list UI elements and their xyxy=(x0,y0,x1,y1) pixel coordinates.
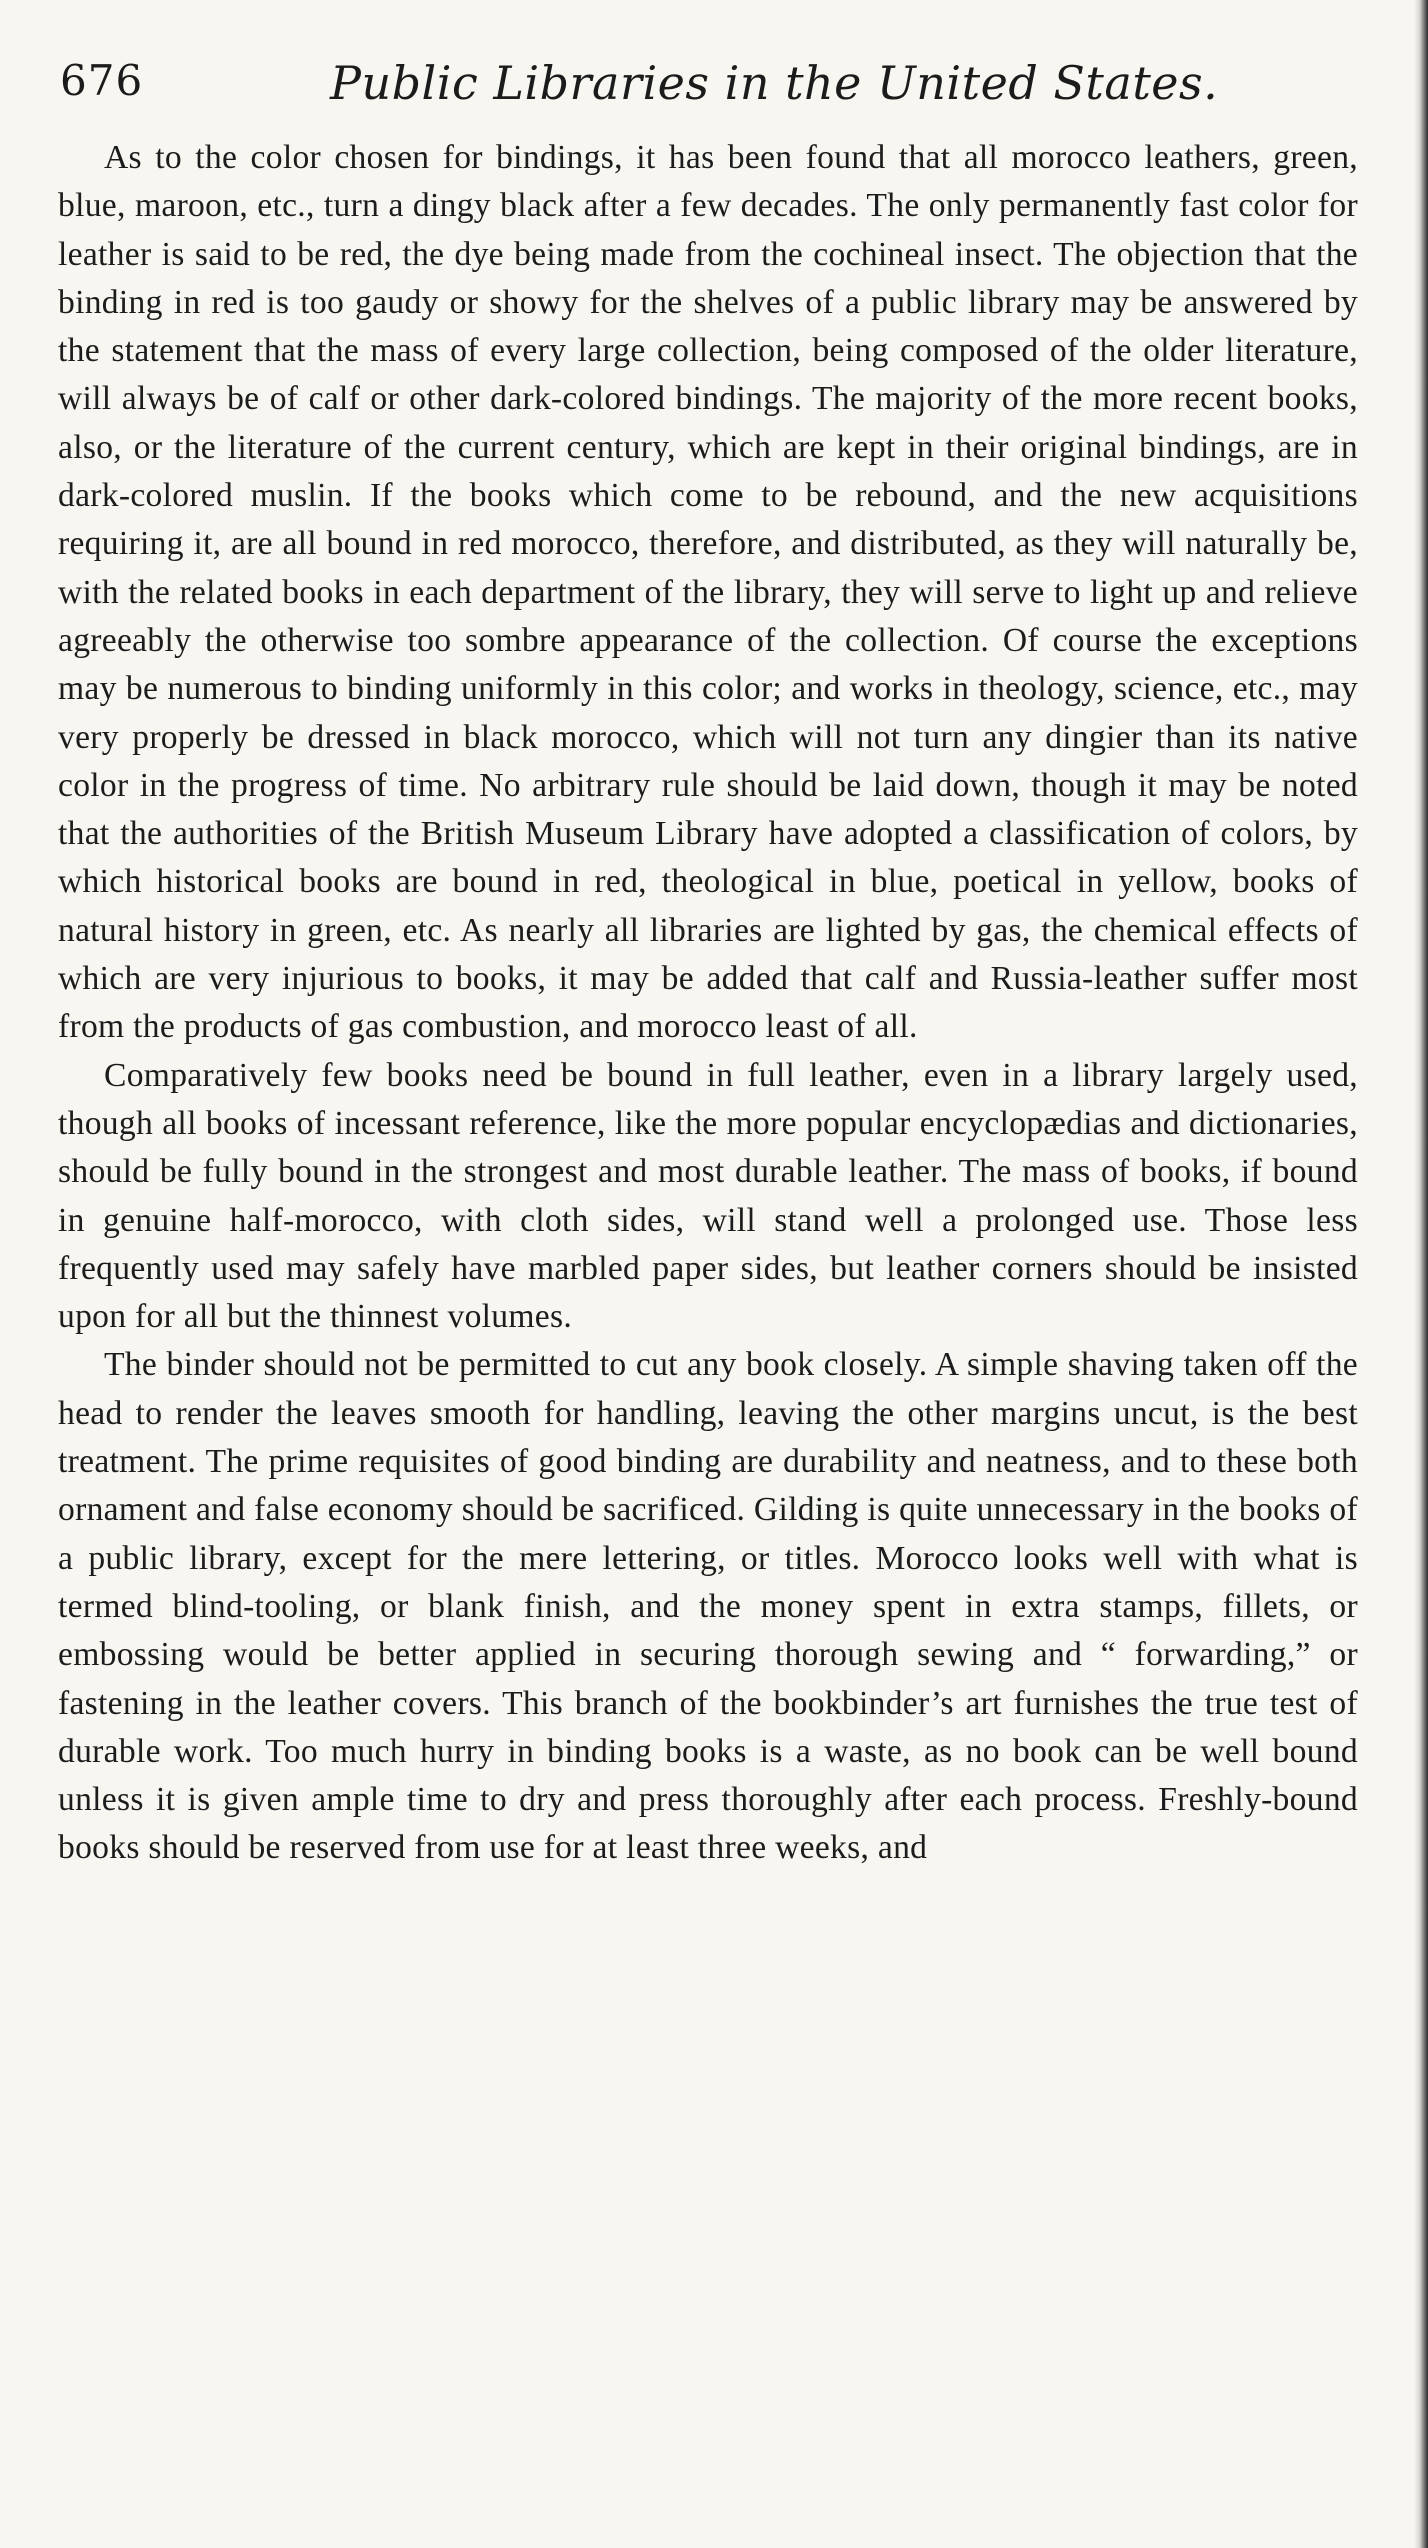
body-text xyxy=(58,134,1358,1873)
paragraph-binding-colors: As to the color chosen for bindings, it has been found that all morocco leathers, green, blue, maroon, etc., turn a dingy black after a few decades. The only permanently fast color for leather is said to be red, the dye being made from the cochineal insect. The objection that the binding in red is too gaudy or showy for the shelves of a public library may be answered by the statement that the mass of every large collection, being composed of the older literature, will always be of calf or other dark-colored bindings. The majority of the more recent books, also, or the literature of the current century, which are kept in their original bindings, are in dark-colored muslin. If the books which come to be rebound, and the new acquisitions requiring it, are all bound in red morocco, therefore, and distributed, as they will naturally be, with the related books in each department of the library, they will serve to light up and relieve agreeably the otherwise too sombre appearance of the collection. Of course the exceptions may be numerous to binding uniformly in this color; and works in theology, science, etc., may very properly be dressed in black morocco, which will not turn any dingier than its native color in the progress of time. No arbitrary rule should be laid down, though it may be noted that the authorities of the British Museum Library have adopted a classification of colors, by which historical books are bound in red, theological in blue, poetical in yellow, books of natural history in green, etc. As nearly all libraries are lighted by gas, the chemical effects of which are very injurious to books, it may be added that calf and Russia-leather suffer most from the products of gas combustion, and morocco least of all. xyxy=(58,139,1358,1046)
paragraph-full-leather: Comparatively few books need be bound in full leather, even in a library largely used, though all books of incessant reference, like the more popular encyclopædias and dictionaries, should be fully bound in the strongest and most durable leather. The mass of books, if bound in genuine half-morocco, with cloth sides, will stand well a prolonged use. Those less frequently used may safely have marbled paper sides, but leather corners should be insisted upon for all but the thinnest volumes. xyxy=(58,1056,1358,1336)
page-number: 676 xyxy=(60,56,144,105)
page-edge-shadow xyxy=(1414,0,1428,2548)
running-title: Public Libraries in the United States. xyxy=(330,56,1219,110)
paragraph-binder-cutting: The binder should not be permitted to cut any book closely. A simple shaving taken off the head to render the leaves smooth for handling, leaving the other margins uncut, is the best treatment. The prime requisites of good binding are durability and neatness, and to these both ornament and false economy should be sacrificed. Gilding is quite unnecessary in the books of a public library, except for the mere lettering, or titles. Morocco looks well with what is termed blind-tooling, or blank finish, and the money spent in extra stamps, fillets, or embossing would be better applied in securing thorough sewing and “ forwarding,” or fastening in the leather covers. This branch of the bookbinder’s art furnishes the true test of durable work. Too much hurry in binding books is a waste, as no book can be well bound unless it is given ample time to dry and press thoroughly after each process. Freshly-bound books should be reserved from use for at least three weeks, and xyxy=(58,1346,1358,1867)
page-header xyxy=(60,56,1370,116)
